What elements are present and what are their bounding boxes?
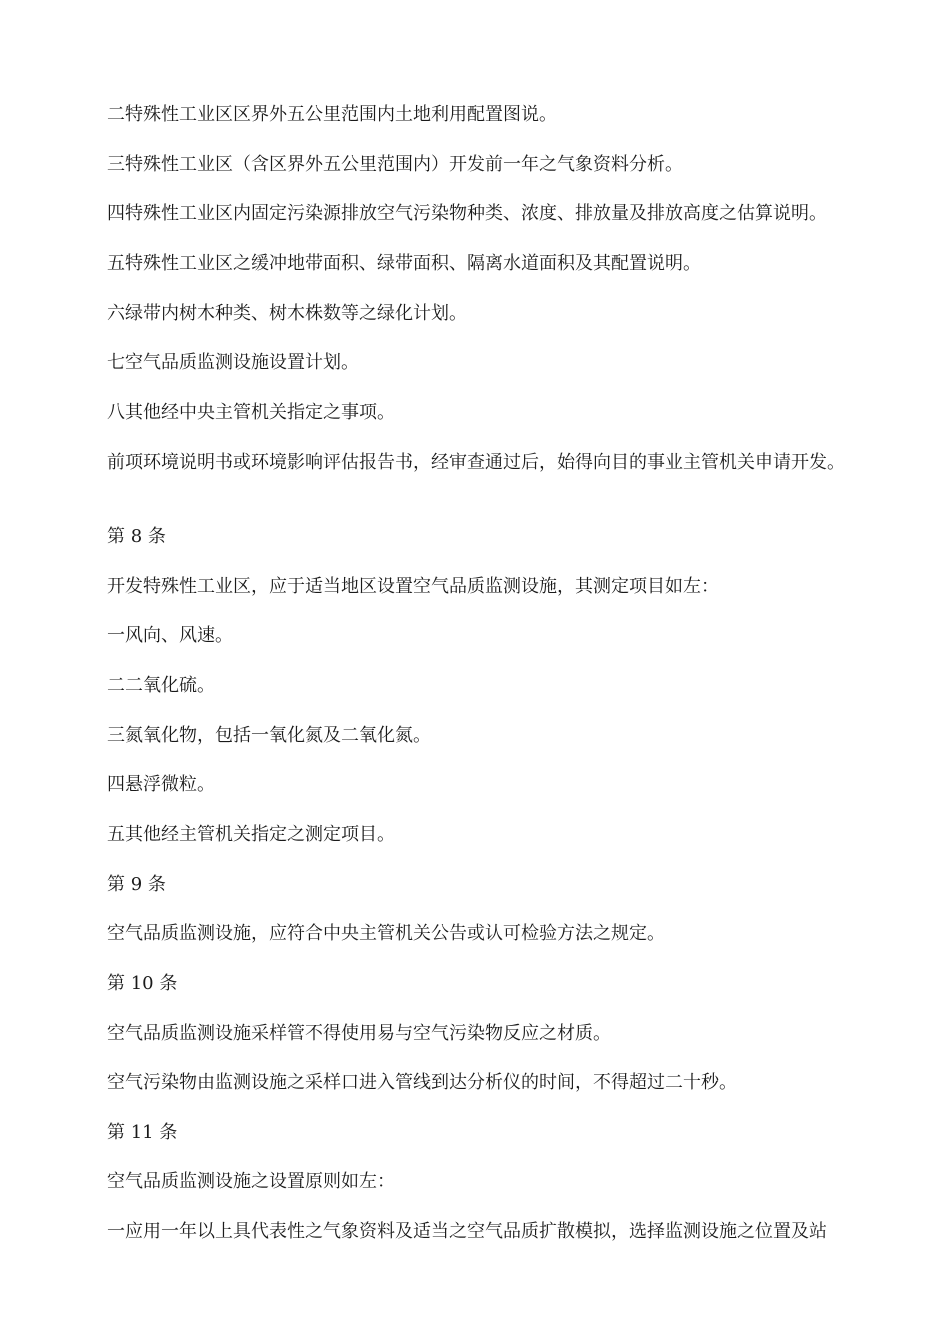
article-heading-9: 第 9 条 [107, 874, 166, 895]
paragraph-item-5: 五特殊性工业区之缓冲地带面积、绿带面积、隔离水道面积及其配置说明。 [107, 253, 701, 274]
article-heading-11: 第 11 条 [107, 1122, 178, 1143]
paragraph-article-10-b: 空气污染物由监测设施之采样口进入管线到达分析仪的时间，不得超过二十秒。 [107, 1072, 737, 1093]
list-item-so2: 二二氧化硫。 [107, 675, 215, 696]
paragraph-article-9: 空气品质监测设施，应符合中央主管机关公告或认可检验方法之规定。 [107, 923, 665, 944]
list-item-wind: 一风向、风速。 [107, 625, 233, 646]
article-heading-10: 第 10 条 [107, 973, 178, 994]
article-heading-8: 第 8 条 [107, 526, 166, 547]
paragraph-item-6: 六绿带内树木种类、树木株数等之绿化计划。 [107, 303, 467, 324]
paragraph-article-10-a: 空气品质监测设施采样管不得使用易与空气污染物反应之材质。 [107, 1023, 611, 1044]
paragraph-item-2: 二特殊性工业区区界外五公里范围内土地利用配置图说。 [107, 104, 557, 125]
list-item-nox: 三氮氧化物，包括一氧化氮及二氧化氮。 [107, 725, 431, 746]
paragraph-item-7: 七空气品质监测设施设置计划。 [107, 352, 359, 373]
paragraph-article-8-intro: 开发特殊性工业区，应于适当地区设置空气品质监测设施，其测定项目如左： [107, 576, 719, 597]
paragraph-approval: 前项环境说明书或环境影响评估报告书，经审查通过后，始得向目的事业主管机关申请开发。 [107, 452, 845, 473]
list-item-other: 五其他经主管机关指定之测定项目。 [107, 824, 395, 845]
paragraph-item-8: 八其他经中央主管机关指定之事项。 [107, 402, 395, 423]
paragraph-article-11-intro: 空气品质监测设施之设置原则如左： [107, 1171, 395, 1192]
paragraph-item-4: 四特殊性工业区内固定污染源排放空气污染物种类、浓度、排放量及排放高度之估算说明。 [107, 203, 827, 224]
list-item-particulates: 四悬浮微粒。 [107, 774, 215, 795]
paragraph-article-11-item-1: 一应用一年以上具代表性之气象资料及适当之空气品质扩散模拟，选择监测设施之位置及站 [107, 1221, 827, 1242]
paragraph-item-3: 三特殊性工业区（含区界外五公里范围内）开发前一年之气象资料分析。 [107, 154, 683, 175]
